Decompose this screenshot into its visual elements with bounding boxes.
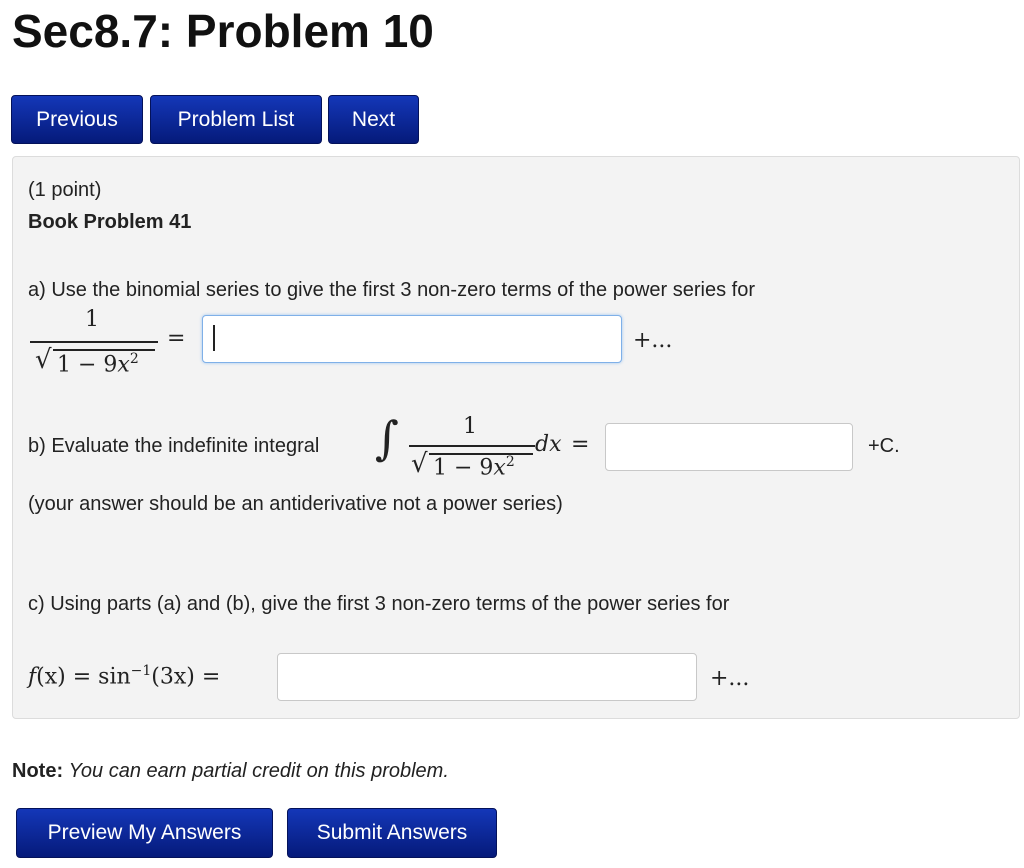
part-b-hint: (your answer should be an antiderivative not a power series): [28, 493, 563, 515]
part-a-suffix: +...: [633, 328, 673, 353]
next-button[interactable]: Next: [328, 95, 419, 144]
part-b-numerator: 1: [463, 414, 477, 439]
note-label: Note:: [12, 760, 64, 782]
submit-answers-button[interactable]: Submit Answers: [287, 808, 497, 858]
integral-sign: ∫: [375, 411, 399, 465]
text-caret: [213, 325, 215, 351]
part-a-text: a) Use the binomial series to give the first 3 non-zero terms of the power series for: [28, 279, 755, 301]
note-text: You can earn partial credit on this problem.: [68, 760, 449, 782]
part-a-radicand: $1 - 9x^2$: [57, 351, 139, 378]
note-line: [12, 760, 449, 783]
part-a-numerator: 1: [85, 307, 99, 332]
part-b-answer-input[interactable]: [605, 423, 853, 471]
part-c-suffix: +...: [710, 666, 750, 691]
part-c-text: c) Using parts (a) and (b), give the first 3 non-zero terms of the power series for: [28, 593, 730, 615]
preview-answers-button[interactable]: Preview My Answers: [16, 808, 273, 858]
part-a-answer-input[interactable]: [202, 315, 622, 363]
page-title: Sec8.7: Problem 10: [12, 5, 434, 57]
previous-button[interactable]: Previous: [11, 95, 143, 144]
problem-list-button[interactable]: Problem List: [150, 95, 322, 144]
part-b-equals: =: [571, 432, 590, 457]
part-b-radicand: $1 - 9x^2$: [433, 454, 515, 481]
part-b-dx: dx: [535, 432, 562, 457]
part-a-fraction-bar: [30, 341, 158, 343]
part-b-radical: √: [411, 449, 428, 479]
part-a-radical: √: [35, 345, 52, 375]
book-problem-heading: Book Problem 41: [28, 211, 192, 233]
problem-panel: [12, 156, 1020, 719]
part-c-answer-input[interactable]: [277, 653, 697, 701]
points-label: (1 point): [28, 179, 102, 201]
part-a-equals: =: [167, 326, 186, 351]
part-b-text: b) Evaluate the indefinite integral: [28, 435, 320, 457]
part-b-fraction-bar: [409, 445, 535, 447]
part-c-function: $f(x) = \sin^{-1}(3x)$ =: [28, 663, 221, 690]
part-b-suffix: +C.: [868, 435, 900, 457]
